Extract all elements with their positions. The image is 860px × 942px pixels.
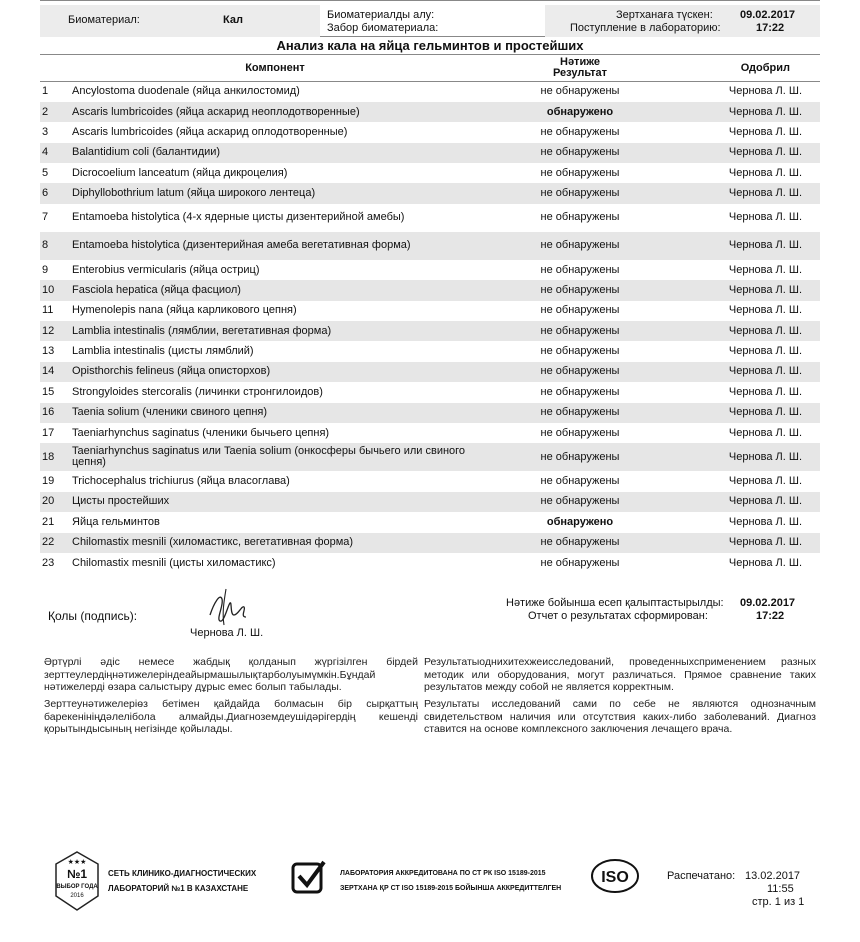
- row-result: не обнаружены: [490, 362, 670, 382]
- row-approved-by: Чернова Л. Ш.: [670, 533, 820, 553]
- row-result: обнаружено: [490, 102, 670, 122]
- table-row: [40, 301, 820, 321]
- row-component: Diphyllobothrium latum (яйца широкого лентеца): [70, 183, 490, 203]
- row-number: 9: [42, 263, 49, 276]
- row-number: 23: [42, 556, 55, 569]
- row-component: Enterobius vermicularis (яйца остриц): [72, 263, 260, 276]
- row-approved-by: Чернова Л. Ш.: [670, 403, 820, 423]
- table-header-row: [40, 55, 820, 82]
- table-row: [40, 143, 820, 163]
- row-approved-by: Чернова Л. Ш.: [670, 280, 820, 300]
- row-result: не обнаружены: [540, 426, 620, 439]
- row-result: не обнаружены: [490, 403, 670, 423]
- row-number: 1: [42, 85, 49, 98]
- row-approved-by: Чернова Л. Ш.: [728, 263, 802, 276]
- column-result-kz: Нәтиже: [560, 56, 600, 68]
- row-component: Chilomastix mesnili (хиломастикс, вегетативная форма): [70, 533, 490, 553]
- table-row: [40, 204, 820, 232]
- note-kz-2: Зерттеунәтижелеріөз бетімен қайдайда болмасын бір сырқаттың барекенініңдәлелібола алмайды.Диагноземдеушідәрігердің кешенді қорытындысының негізінде қойылады.: [44, 698, 418, 735]
- row-approved-by: Чернова Л. Ш.: [728, 166, 802, 179]
- page-title: Анализ кала на яйца гельминтов и простейших: [276, 38, 584, 53]
- row-number: 17: [42, 426, 55, 439]
- row-component: Fasciola hepatica (яйца фасциол): [70, 280, 490, 300]
- received-time: 17:22: [756, 22, 785, 34]
- table-row: [40, 122, 820, 142]
- table-row: [40, 321, 820, 341]
- row-component: Ascaris lumbricoides (яйца аскарид неоплодотворенные): [70, 102, 490, 122]
- row-number: 16: [40, 403, 70, 423]
- report-time: 17:22: [756, 610, 785, 622]
- table-body: [40, 82, 820, 574]
- column-component: Компонент: [40, 55, 490, 82]
- row-number: 15: [42, 385, 55, 398]
- row-component: Strongyloides stercoralis (личинки стронгилоидов): [72, 385, 323, 398]
- accreditation-line-2: ЗЕРТХАНА ҚР СТ ISO 15189-2015 БОЙЫНША АККРЕДИТТЕЛГЕН: [340, 885, 562, 892]
- row-approved-by: Чернова Л. Ш.: [728, 125, 802, 138]
- biomaterial-value: Кал: [223, 14, 243, 26]
- row-result: не обнаружены: [490, 183, 670, 203]
- row-number: 7: [42, 211, 49, 224]
- row-number: 3: [42, 125, 49, 138]
- row-result: не обнаружены: [490, 443, 670, 471]
- row-result: не обнаружены: [490, 232, 670, 260]
- table-row: [40, 533, 820, 553]
- row-approved-by: Чернова Л. Ш.: [670, 183, 820, 203]
- row-number: 12: [40, 321, 70, 341]
- handwritten-signature: [200, 585, 260, 627]
- table-row: [40, 403, 820, 423]
- row-number: 14: [40, 362, 70, 382]
- table-row: [40, 423, 820, 443]
- note-ru-1: Результатыоднихитехжеисследований, проведенныхсприменением разных методик или оборудования, могут различаться. Прямое сравнение таких результатов между собой не является корректным.: [424, 656, 816, 693]
- row-result: не обнаружены: [540, 385, 620, 398]
- row-result: не обнаружены: [490, 492, 670, 512]
- table-row: [40, 232, 820, 260]
- row-number: 19: [42, 475, 55, 488]
- table-row: [40, 260, 820, 280]
- footer: [40, 850, 820, 920]
- printed-date: 13.02.2017: [745, 870, 801, 882]
- signature-name: Чернова Л. Ш.: [190, 627, 264, 639]
- row-result: не обнаружены: [540, 166, 620, 179]
- row-result: не обнаружены: [540, 125, 620, 138]
- row-component: Ascaris lumbricoides (яйца аскарид оплодотворенные): [72, 125, 348, 138]
- printed-time: 11:55: [767, 883, 794, 895]
- header-block: [40, 5, 820, 37]
- signature-label: Қолы (подпись):: [48, 609, 138, 623]
- iso-text: ISO: [601, 869, 629, 886]
- row-number: 4: [40, 143, 70, 163]
- table-row: [40, 471, 820, 491]
- row-component: Trichocephalus trichiurus (яйца власоглава): [72, 475, 290, 488]
- row-result: не обнаружены: [490, 533, 670, 553]
- column-approved: Одобрил: [670, 55, 820, 82]
- row-approved-by: Чернова Л. Ш.: [728, 556, 802, 569]
- received-label-kz: Зертханаға түскен:: [616, 9, 713, 21]
- table-row: [40, 382, 820, 402]
- row-component: Lamblia intestinalis (лямблии, вегетативная форма): [70, 321, 490, 341]
- row-number: 13: [42, 345, 55, 358]
- row-number: 10: [40, 280, 70, 300]
- row-component: Balantidium coli (балантидии): [70, 143, 490, 163]
- award-badge-icon: [52, 850, 102, 912]
- row-component: Dicrocoelium lanceatum (яйца дикроцелия): [72, 166, 288, 179]
- row-approved-by: Чернова Л. Ш.: [728, 385, 802, 398]
- table-row: [40, 362, 820, 382]
- printed-label: Распечатано:: [667, 870, 736, 882]
- row-result: не обнаружены: [540, 263, 620, 276]
- row-result: не обнаружены: [540, 556, 620, 569]
- row-number: 11: [42, 304, 54, 317]
- badge-stars-icon: ★★★: [67, 859, 87, 866]
- table-row: [40, 341, 820, 361]
- row-number: 18: [40, 443, 70, 471]
- row-result: не обнаружены: [540, 304, 620, 317]
- accreditation-line-1: ЛАБОРАТОРИЯ АККРЕДИТОВАНА ПО СТ РК ISO 15189-2015: [340, 870, 546, 877]
- received-label-ru: Поступление в лабораторию:: [570, 22, 721, 34]
- network-line-2: ЛАБОРАТОРИЙ №1 В КАЗАХСТАНЕ: [108, 884, 249, 893]
- row-number: 6: [40, 183, 70, 203]
- row-approved-by: Чернова Л. Ш.: [670, 443, 820, 471]
- row-component: Taeniarhynchus saginatus (членики бычьего цепня): [72, 426, 330, 439]
- row-component: Entamoeba histolytica (дизентерийная амеба вегетативная форма): [70, 232, 490, 260]
- iso-logo-icon: [590, 858, 640, 894]
- row-component: Яйца гельминтов: [72, 515, 160, 528]
- row-component: Taeniarhynchus saginatus или Taenia solium (онкосферы бычьего или свиного цепня): [70, 443, 490, 471]
- report-label-kz: Нәтиже бойынша есеп қалыптастырылды:: [506, 597, 724, 609]
- results-table: [40, 54, 820, 573]
- report-label-ru: Отчет о результатах сформирован:: [528, 610, 708, 622]
- row-result: не обнаружены: [540, 475, 620, 488]
- row-approved-by: Чернова Л. Ш.: [728, 475, 802, 488]
- table-row: [40, 553, 820, 573]
- badge-year: 2016: [70, 893, 84, 899]
- row-result: не обнаружены: [540, 85, 620, 98]
- row-result: не обнаружены: [540, 211, 620, 224]
- row-result: обнаружено: [546, 515, 614, 528]
- table-row: [40, 102, 820, 122]
- row-approved-by: Чернова Л. Ш.: [728, 304, 802, 317]
- row-component: Ancylostoma duodenale (яйца анкилостомид): [72, 85, 300, 98]
- row-number: 20: [40, 492, 70, 512]
- received-date: 09.02.2017: [740, 9, 796, 21]
- collection-label-kz: Биоматериалды алу:: [327, 9, 435, 21]
- row-approved-by: Чернова Л. Ш.: [670, 321, 820, 341]
- row-approved-by: Чернова Л. Ш.: [670, 143, 820, 163]
- table-row: [40, 280, 820, 300]
- row-number: 22: [40, 533, 70, 553]
- row-approved-by: Чернова Л. Ш.: [670, 492, 820, 512]
- row-approved-by: Чернова Л. Ш.: [728, 345, 802, 358]
- note-ru-2: Результаты исследований сами по себе не являются однозначным свидетельством наличия или отсутствия каких-либо заболеваний. Диагноз ставится на основе комплексного заключения лечащего врача.: [424, 698, 816, 735]
- row-component: Lamblia intestinalis (цисты лямблий): [72, 345, 254, 358]
- row-result: не обнаружены: [490, 321, 670, 341]
- row-number: 5: [42, 166, 49, 179]
- row-component: Hymenolepis nana (яйца карликового цепня): [72, 304, 297, 317]
- table-row: [40, 512, 820, 532]
- row-number: 21: [42, 515, 55, 528]
- column-result-ru: Результат: [552, 67, 608, 79]
- table-row: [40, 163, 820, 183]
- table-row: [40, 183, 820, 203]
- row-approved-by: Чернова Л. Ш.: [670, 102, 820, 122]
- row-approved-by: Чернова Л. Ш.: [670, 232, 820, 260]
- table-row: [40, 82, 820, 102]
- top-divider: [40, 0, 820, 4]
- row-number: 8: [40, 232, 70, 260]
- row-result: не обнаружены: [540, 345, 620, 358]
- row-result: не обнаружены: [490, 280, 670, 300]
- row-component: Цисты простейших: [70, 492, 490, 512]
- signature-block: [40, 585, 820, 645]
- row-component: Taenia solium (членики свиного цепня): [70, 403, 490, 423]
- row-number: 2: [40, 102, 70, 122]
- biomaterial-label: Биоматериал:: [68, 14, 140, 26]
- row-approved-by: Чернова Л. Ш.: [670, 362, 820, 382]
- note-kz-1: Әртүрлі әдіс немесе жабдық қолданып жүргізілген бірдей зерттеулердіңнәтижелеріндеайырмашылықтарболуымүмкін.Бұндай нәтижелерді өзара салыстыру дұрыс емес болып табылады.: [44, 656, 418, 693]
- row-component: Opisthorchis felineus (яйца описторхов): [70, 362, 490, 382]
- row-approved-by: Чернова Л. Ш.: [728, 85, 802, 98]
- row-component: Chilomastix mesnili (цисты хиломастикс): [72, 556, 276, 569]
- report-date: 09.02.2017: [740, 597, 796, 609]
- collection-label-ru: Забор биоматериала:: [327, 22, 439, 34]
- table-row: [40, 443, 820, 471]
- row-approved-by: Чернова Л. Ш.: [728, 426, 802, 439]
- badge-caption: ВЫБОР ГОДА: [56, 884, 98, 890]
- table-row: [40, 492, 820, 512]
- network-line-1: СЕТЬ КЛИНИКО-ДИАГНОСТИЧЕСКИХ: [108, 869, 257, 878]
- row-component: Entamoeba histolytica (4-х ядерные цисты дизентерийной амебы): [72, 211, 405, 224]
- column-result: [490, 55, 670, 82]
- row-result: не обнаружены: [490, 143, 670, 163]
- row-approved-by: Чернова Л. Ш.: [728, 515, 802, 528]
- row-approved-by: Чернова Л. Ш.: [728, 211, 802, 224]
- badge-number: №1: [66, 867, 88, 881]
- accreditation-check-icon: [290, 858, 328, 896]
- page-number: стр. 1 из 1: [752, 896, 805, 908]
